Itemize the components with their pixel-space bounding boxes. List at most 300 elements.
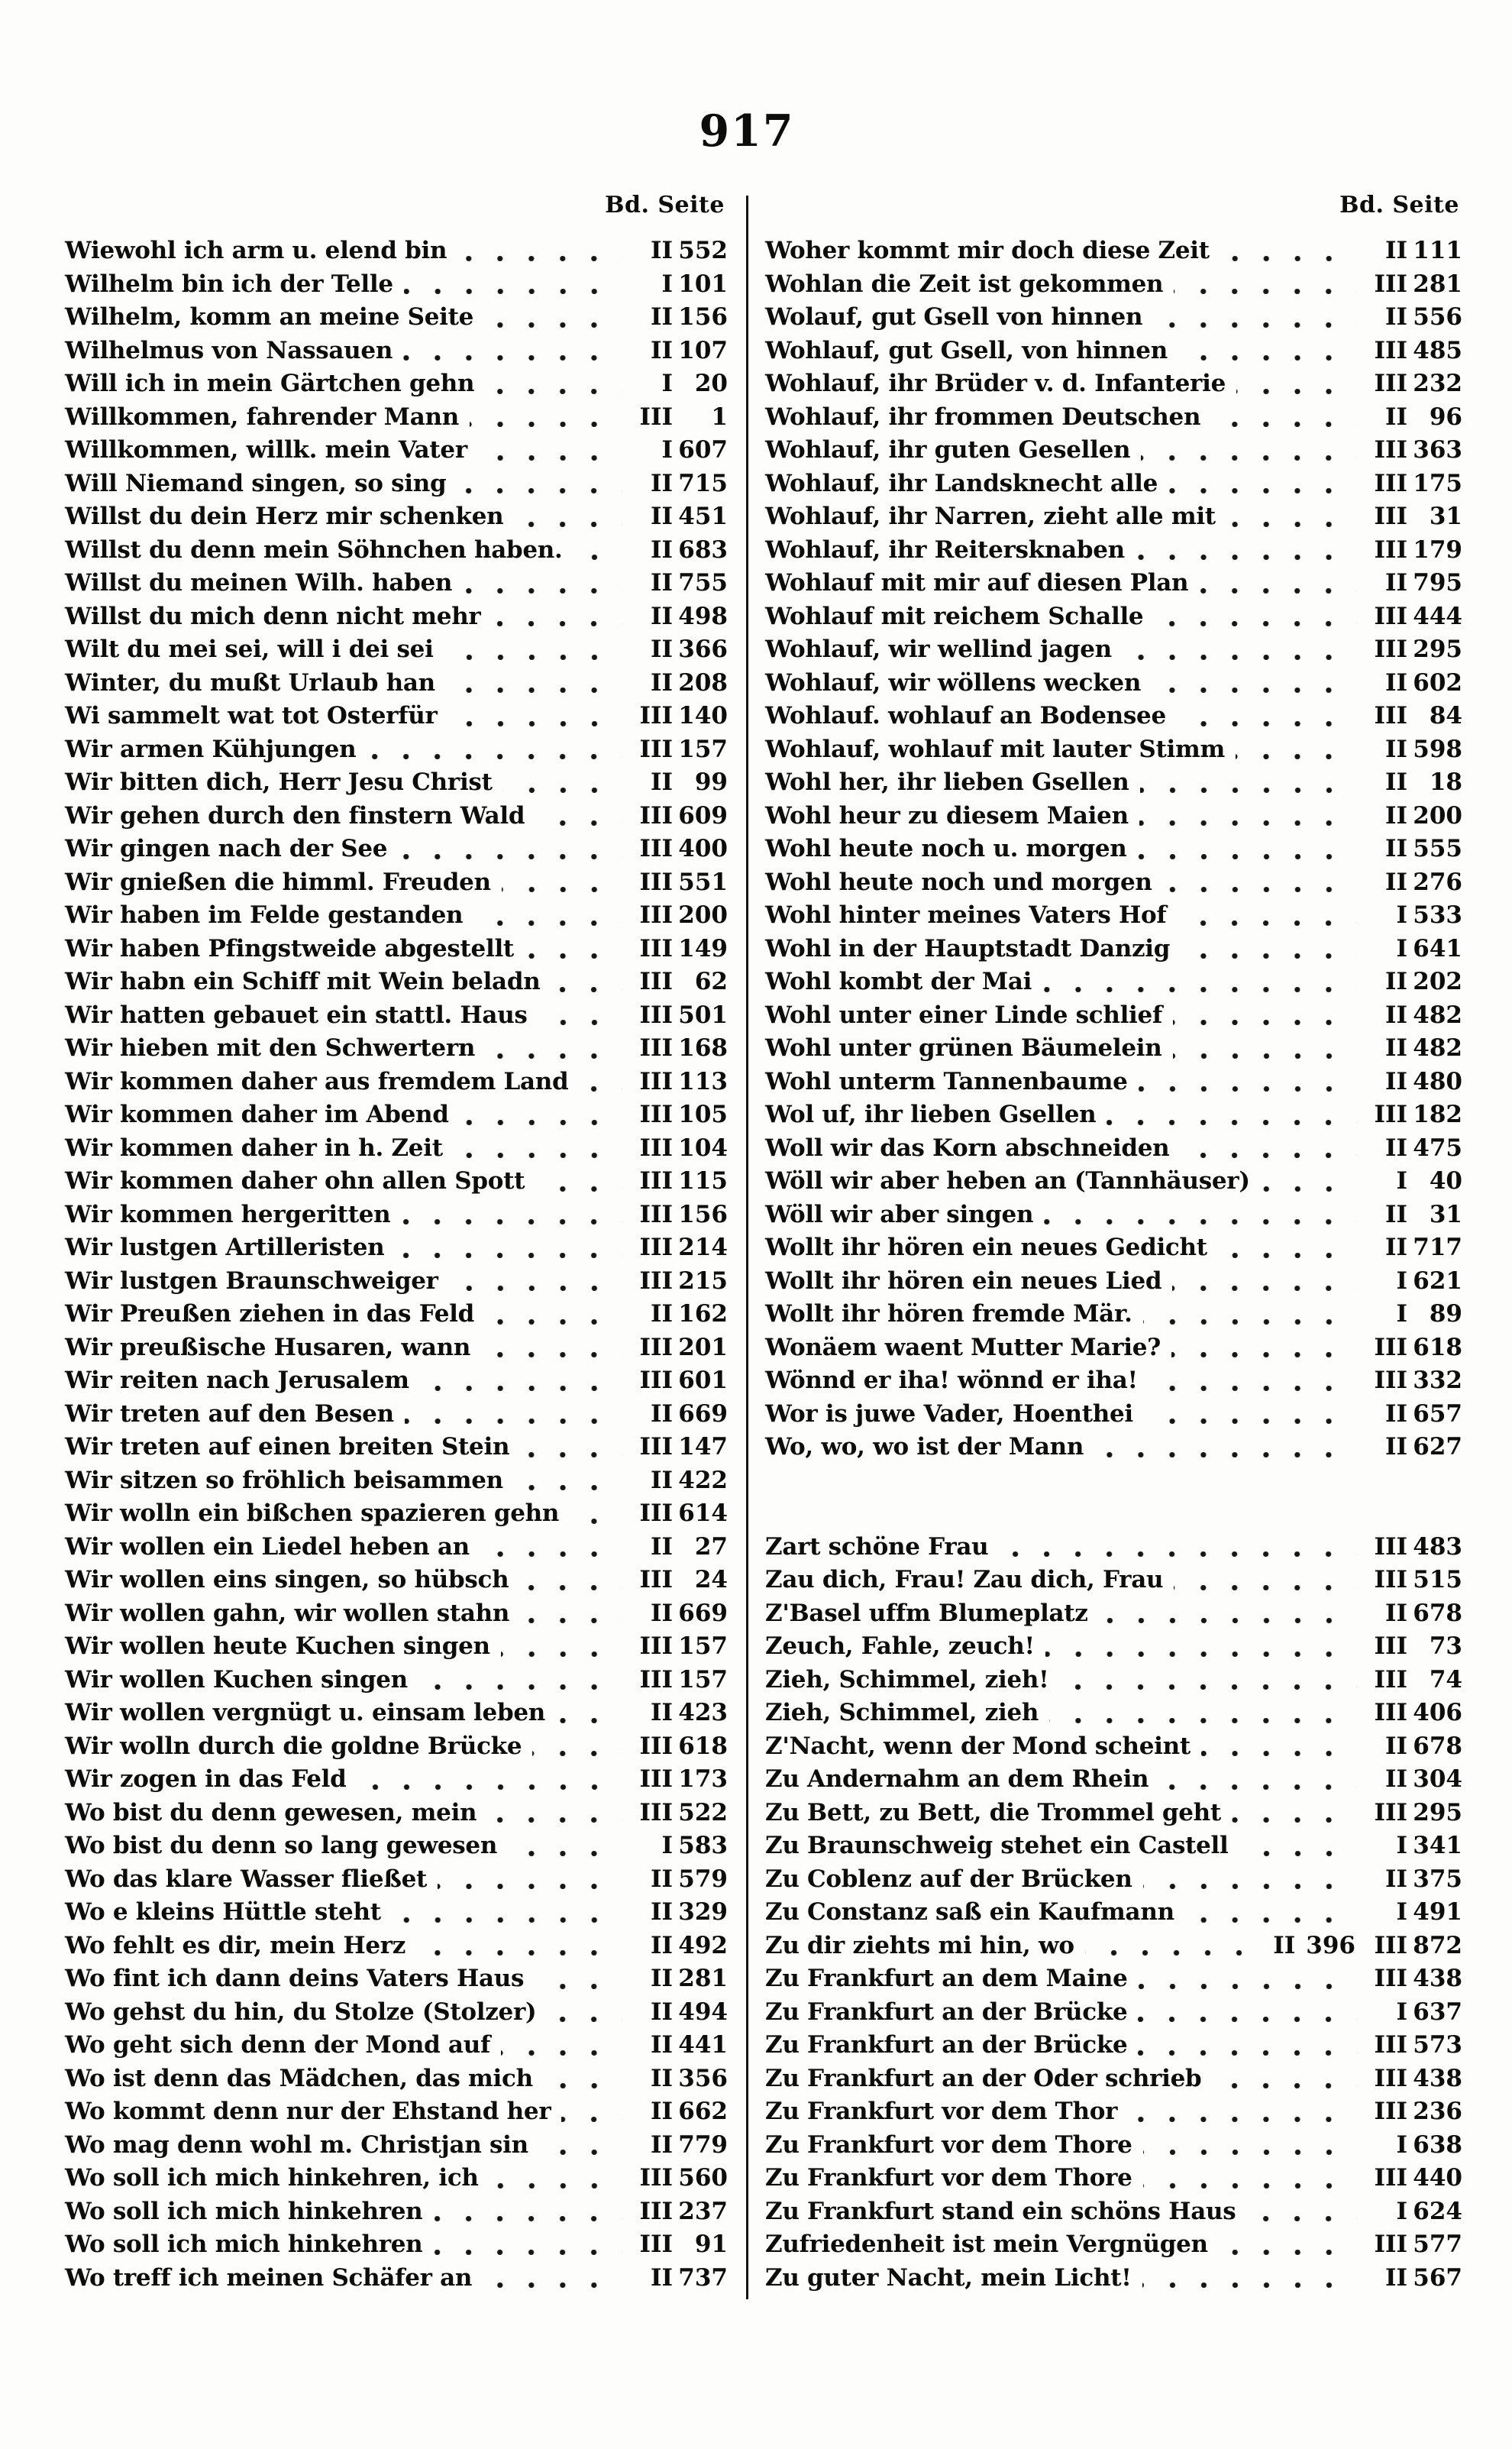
dot-leader [395,1253,622,1258]
page-ref: 440 [1413,2164,1462,2192]
entry-title: Willst du denn mein Söhnchen haben. [65,535,563,564]
entry-refs [1363,1630,1462,1664]
volume-numeral: II [1384,303,1407,331]
page-ref: 624 [1413,2197,1462,2225]
dot-leader [357,1784,623,1790]
dot-leader [525,953,622,959]
index-entry [65,467,728,501]
volume-numeral: II [650,2130,673,2159]
entry-refs [628,667,728,700]
dot-leader [1173,1053,1357,1059]
entry-refs [628,1630,728,1664]
entry-refs [628,1331,728,1365]
entry-title: Woher kommt mir doch diese Zeit [765,237,1210,264]
entry-refs [628,1199,728,1232]
page-ref: 567 [1413,2263,1462,2292]
entry-refs [1363,2195,1462,2229]
dot-leader [1154,621,1357,626]
entry-title: Wohlauf, ihr Narren, zieht alle mit [765,503,1216,530]
index-entry [65,500,728,534]
dot-leader [1261,1186,1357,1192]
index-entry [765,1996,1462,2030]
volume-numeral: III [1374,1566,1407,1593]
page-ref: 101 [678,270,728,298]
entry-title: Zu Frankfurt stand ein schöns Haus [765,2197,1236,2225]
entry-refs [628,1531,728,1564]
dot-leader [579,1086,622,1092]
page-ref: 475 [1413,1134,1462,1162]
dot-leader [535,820,622,826]
page-ref: 577 [1413,2231,1462,2258]
entry-title: Wonäem waent Mutter Marie? [765,1333,1161,1361]
page-ref: 491 [1413,1898,1462,1926]
index-entry [765,2129,1462,2163]
volume-numeral: II [650,2031,673,2059]
index-entry [65,667,728,700]
volume-numeral: I [1396,1267,1407,1295]
index-entry [765,866,1462,900]
entry-refs [1363,1863,1462,1897]
dot-leader [457,488,622,493]
volume-numeral: II [1384,1399,1407,1428]
volume-numeral: II [650,602,673,630]
dot-leader [473,920,622,926]
entry-refs [628,600,728,634]
index-entry [765,301,1462,335]
volume-numeral: III [1374,1333,1407,1361]
page-ref: 149 [678,934,728,962]
dot-leader [556,1718,622,1723]
volume-numeral: III [1374,1632,1407,1660]
entry-refs [628,1962,728,1996]
entry-refs [628,467,728,501]
page-ref: 40 [1429,1167,1462,1195]
dot-leader [1185,1917,1357,1923]
volume-numeral: III [639,901,673,929]
entry-refs [628,367,728,401]
page-ref: 552 [678,237,728,264]
page-ref: 872 [1413,1931,1462,1959]
dot-leader [1141,455,1357,461]
dot-leader [1236,389,1357,394]
volume-numeral: II [650,636,673,663]
entry-title: Wohl heur zu diesem Maien [765,801,1129,830]
entry-refs [628,235,728,268]
index-entry [765,434,1462,467]
index-entry [765,899,1462,933]
index-entry [65,800,728,833]
entry-title: Willst du dein Herz mir schenken [65,503,504,530]
page-ref: 556 [1413,303,1462,331]
dot-leader [1199,588,1357,594]
page-ref: 179 [1413,535,1462,564]
dot-leader [1171,1352,1357,1357]
index-entry [765,1165,1462,1199]
entry-refs [1363,966,1462,999]
volume-numeral: II [650,469,673,497]
page-ref: 396 [1306,1931,1355,1959]
page-ref: 202 [1413,968,1462,995]
dot-leader [433,2216,622,2221]
page-ref: 140 [678,702,728,730]
volume-numeral: III [639,1367,673,1394]
volume-numeral: II [1384,1599,1407,1627]
entry-refs [628,1265,728,1299]
entry-refs [1363,1763,1462,1797]
dot-leader [1177,721,1357,726]
volume-numeral: I [661,370,673,397]
dot-leader [444,655,622,660]
index-entry [765,1431,1462,1464]
index-entry [65,1531,728,1564]
page-ref: 24 [694,1566,728,1593]
page-ref: 99 [694,768,728,796]
page-ref: 332 [1413,1367,1462,1394]
entry-refs [628,2162,728,2195]
index-entry [765,933,1462,966]
column-header-right: Bd. Seite [1339,192,1459,218]
dot-leader [367,754,622,759]
page-ref: 162 [678,1300,728,1328]
dot-leader [420,1386,622,1391]
entry-refs [628,2129,728,2163]
entry-refs [1363,2262,1462,2295]
dot-leader [519,1585,622,1590]
volume-numeral: III [639,868,673,896]
dot-leader [438,1884,622,1889]
entry-refs [1363,500,1462,534]
index-entry [765,1531,1462,1564]
dot-leader [1163,887,1357,892]
dot-leader [502,887,622,892]
index-entry [765,1564,1462,1597]
dot-leader [418,1684,622,1690]
index-entry [65,1231,728,1265]
entry-refs [1363,2029,1462,2062]
entry-title: Zu guter Nacht, mein Licht! [765,2263,1132,2292]
entry-title: Zu Frankfurt vor dem Thore [765,2130,1132,2159]
entry-refs [1363,1531,1462,1564]
index-entry [765,467,1462,501]
index-entry [765,567,1462,600]
index-entry [65,2228,728,2262]
entry-refs [1363,1098,1462,1132]
volume-numeral: I [661,1832,673,1859]
page-ref: 441 [678,2031,728,2059]
entry-title: Wo soll ich mich hinkehren, ich [65,2164,479,2192]
dot-leader [508,1851,622,1856]
entry-refs [628,534,728,568]
volume-numeral: II [1384,668,1407,697]
page-ref: 200 [678,901,728,929]
entry-refs [628,1664,728,1697]
page-ref: 482 [1413,1001,1462,1029]
page-ref: 480 [1413,1067,1462,1095]
index-entry [65,335,728,368]
page-ref: 341 [1413,1832,1462,1859]
index-entry [65,600,728,634]
entry-title: Wir kommen daher im Abend [65,1101,449,1128]
entry-title: Wilt du mei sei, will i dei sei [65,636,434,663]
entry-refs [1363,1996,1462,2030]
dot-leader [520,1618,622,1623]
entry-title: Wir haben Pfingstweide abgestellt [65,934,514,962]
volume-numeral: III [1374,1931,1407,1959]
dot-leader [532,1751,622,1756]
entry-title: Wohlauf, ihr guten Gesellen [765,436,1131,464]
entry-title: Wo treff ich meinen Schäfer an [65,2263,473,2292]
index-entry [765,1829,1462,1863]
volume-numeral: III [639,1234,673,1261]
dot-leader [1246,2216,1357,2221]
entry-title: Wir hieben mit den Schwertern [65,1034,476,1062]
index-entry [765,2262,1462,2295]
volume-numeral: I [1396,1167,1407,1195]
volume-numeral: III [639,801,673,830]
entry-refs [628,733,728,767]
dot-leader [1136,555,1357,560]
column-header-left: Bd. Seite [605,192,725,218]
entry-refs [628,567,728,600]
page-ref: 304 [1413,1765,1462,1793]
volume-numeral: I [1396,2197,1407,2225]
entry-refs [1363,1896,1462,1930]
dot-leader [514,522,622,527]
entry-title: Wor is juwe Vader, Hoenthei [765,1399,1133,1428]
index-entry [65,1630,728,1664]
entry-refs [628,700,728,733]
entry-title: Zu Frankfurt an der Brücke [765,2031,1128,2059]
index-entry [765,500,1462,534]
index-entry [65,534,728,568]
index-entry [65,1930,728,1963]
entry-refs [628,2095,728,2129]
dot-leader [547,2017,622,2022]
entry-title: Wir gingen nach der See [65,835,388,862]
page-ref: 444 [1413,602,1462,630]
page-ref: 737 [678,2263,728,2292]
entry-refs [628,1032,728,1066]
page-ref: 214 [678,1234,728,1261]
entry-refs [1363,933,1462,966]
entry-refs [1363,1331,1462,1365]
entry-title: Wir Preußen ziehen in das Feld [65,1300,474,1328]
page-ref: 438 [1413,1965,1462,1992]
index-entry [65,1032,728,1066]
entry-refs [628,933,728,966]
entry-refs [1363,2095,1462,2129]
volume-numeral: III [639,1067,673,1095]
page-ref: 638 [1413,2130,1462,2159]
volume-numeral: III [639,2231,673,2258]
entry-title: Wohlauf, gut Gsell, von hinnen [765,336,1168,364]
volume-numeral: II [650,569,673,597]
dot-leader [1044,1219,1357,1224]
volume-numeral: II [650,1965,673,1992]
page-ref: 657 [1413,1399,1462,1428]
page-ref: 115 [678,1167,728,1195]
index-entry [765,1630,1462,1664]
index-entry [65,1829,728,1863]
page-ref: 555 [1413,835,1462,862]
entry-title: Wo ist denn das Mädchen, das mich [65,2064,533,2092]
volume-numeral: II [1384,403,1407,431]
index-entry [65,268,728,302]
entry-title: Wohlauf, wir wöllens wecken [765,668,1142,697]
index-column-left [65,188,728,2295]
dot-leader [416,1950,622,1956]
page-ref: 583 [678,1832,728,1859]
volume-numeral: III [1374,2231,1407,2258]
volume-numeral: III [639,1433,673,1461]
page-ref: 485 [1413,336,1462,364]
entry-refs [628,833,728,866]
dot-leader [470,422,622,427]
entry-title: Zu Coblenz auf der Brücken [765,1865,1132,1893]
entry-refs [628,766,728,800]
entry-title: Wohl unter einer Linde schlief [765,1001,1162,1029]
page-ref: 84 [1429,702,1462,730]
entry-title: Wir kommen daher in h. Zeit [65,1134,443,1162]
page-ref: 1 [711,403,728,431]
index-entry [765,1132,1462,1166]
dot-leader [1142,2282,1357,2288]
entry-title: Wir gehen durch den finstern Wald [65,801,525,830]
entry-refs [1363,534,1462,568]
entry-title: Wir wollen heute Kuchen singen [65,1632,490,1660]
volume-numeral: III [639,1267,673,1295]
page-ref: 501 [678,1001,728,1029]
column-divider [746,196,748,2299]
index-entry [65,1597,728,1631]
dot-leader [1140,788,1357,793]
entry-refs [1273,1930,1462,1963]
index-entry [765,1231,1462,1265]
entry-title: Wohlauf, wir wellind jagen [765,636,1112,663]
entry-refs [1363,1265,1462,1299]
dot-leader [520,1452,622,1457]
entry-title: Wir kommen hergeritten [65,1200,391,1228]
volume-numeral: II [650,2263,673,2292]
dot-leader [1181,953,1357,959]
entry-list-left [65,235,728,2295]
entry-title: Zart schöne Frau [765,1532,989,1561]
entry-refs [1363,733,1462,767]
page-ref: 715 [678,469,728,497]
dot-leader [460,1120,622,1125]
page-number: 917 [699,105,795,157]
entry-title: Wilhelmus von Nassauen [65,336,393,364]
entry-refs [1363,2129,1462,2163]
entry-title: Wir lustgen Artilleristen [65,1234,385,1261]
page-ref: 498 [678,602,728,630]
dot-leader [404,289,622,294]
page-ref: 111 [1413,237,1462,264]
page-ref: 31 [1429,1200,1462,1228]
volume-numeral: II [650,535,673,564]
volume-numeral: III [1374,702,1407,730]
dot-leader [392,1917,622,1923]
entry-title: Wir habn ein Schiff mit Wein beladn [65,968,541,995]
entry-title: Wir wollen ein Liedel heben an [65,1532,470,1561]
entry-title: Zu Constanz saß ein Kaufmann [765,1898,1174,1926]
volume-numeral: II [650,1300,673,1328]
entry-refs [1363,1298,1462,1331]
page-ref: 232 [1413,370,1462,397]
entry-refs [628,1464,728,1498]
entry-title: Wolauf, gut Gsell von hinnen [765,303,1143,331]
dot-leader [1139,820,1357,826]
dot-leader [1212,2083,1357,2088]
entry-title: Wollt ihr hören fremde Mär. [765,1300,1132,1328]
dot-leader [1042,987,1357,992]
entry-refs [628,899,728,933]
index-entry [65,966,728,999]
page-ref: 201 [678,1333,728,1361]
page-ref: 683 [678,535,728,564]
page-ref: 281 [678,1965,728,1992]
page-ref: 96 [1429,403,1462,431]
entry-title: Wir zogen in das Feld [65,1765,347,1793]
index-entry [65,235,728,268]
index-entry [765,1364,1462,1398]
volume-numeral: II [650,336,673,364]
page-ref: 281 [1413,270,1462,298]
entry-title: Wo fehlt es dir, mein Herz [65,1931,406,1959]
entry-title: Wo fint ich dann deins Vaters Haus [65,1965,525,1992]
dot-leader [503,788,622,793]
volume-numeral: II [650,768,673,796]
entry-refs [1363,235,1462,268]
dot-leader [480,1551,622,1557]
dot-leader [1059,1684,1357,1690]
entry-title: Wir gnießen die himml. Freuden [65,868,491,896]
volume-numeral: I [1396,2130,1407,2159]
entry-refs [1363,1664,1462,1697]
entry-refs [1363,1032,1462,1066]
page-ref: 482 [1413,1034,1462,1062]
index-entry [765,1098,1462,1132]
entry-refs [1363,999,1462,1033]
dot-leader [463,588,622,594]
dot-leader [1180,1153,1357,1158]
entry-refs [628,1132,728,1166]
entry-title: Willkommen, willk. mein Vater [65,436,467,464]
index-entry [765,966,1462,999]
entry-title: Wir reiten nach Jerusalem [65,1367,409,1394]
index-entry [765,1032,1462,1066]
page-ref: 62 [694,968,728,995]
page-ref: 295 [1413,1798,1462,1826]
index-entry [65,1098,728,1132]
volume-numeral: III [639,1001,673,1029]
page-ref: 375 [1413,1865,1462,1893]
entry-title: Wilhelm, komm an meine Seite [65,303,474,331]
page-ref: 560 [678,2164,728,2192]
entry-refs [628,1797,728,1830]
page-ref: 662 [678,2098,728,2125]
entry-title: Wohlauf, ihr Reitersknaben [765,535,1125,564]
volume-numeral: III [1374,535,1407,564]
index-entry [765,1199,1462,1232]
page-ref: 533 [1413,901,1462,929]
index-entry [765,1863,1462,1897]
index-entry [65,1996,728,2030]
index-entry [65,2195,728,2229]
page-ref: 208 [678,668,728,697]
entry-refs [628,1829,728,1863]
index-entry [765,2162,1462,2195]
